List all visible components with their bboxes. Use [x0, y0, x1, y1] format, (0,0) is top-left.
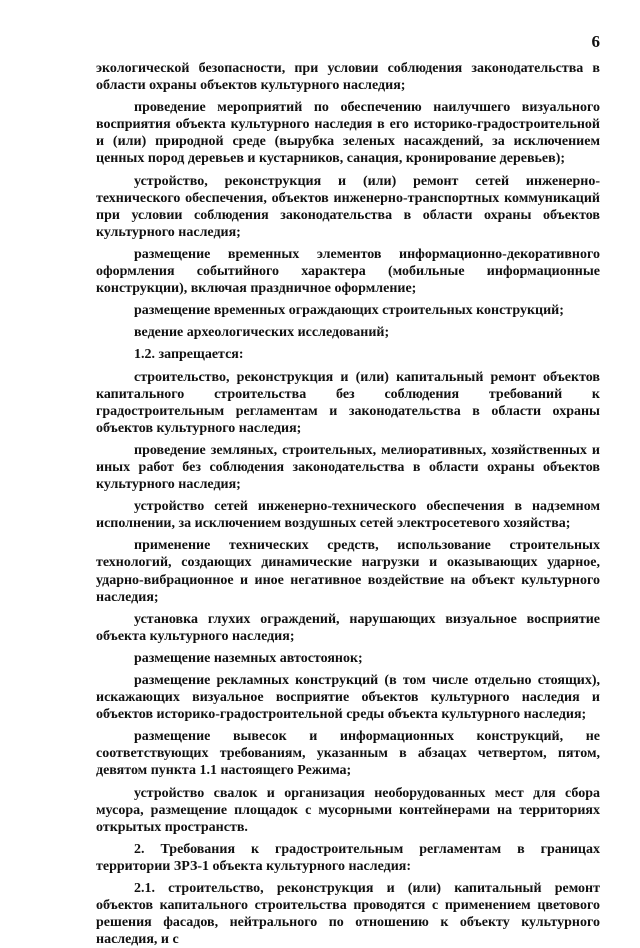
paragraph: проведение земляных, строительных, мелиоративных, хозяйственных и иных работ без соблюдения законодательства в области охраны объектов культурного наследия; — [96, 442, 600, 493]
paragraph: экологической безопасности, при условии соблюдения законодательства в области охраны объектов культурного наследия; — [96, 61, 600, 94]
paragraph: размещение рекламных конструкций (в том числе отдельно стоящих), искажающих визуальное восприятие объектов культурного наследия и объектов историко-градостроительной среды объекта культурного наследия; — [96, 673, 600, 723]
paragraph: размещение временных ограждающих строительных конструкций; — [134, 303, 564, 319]
paragraph: размещение вывесок и информационных конструкций, не соответствующих требованиям, указанным в абзацах четвертом, пятом, девятом пункта 1.1 настоящего Режима; — [96, 729, 600, 779]
paragraph: строительство, реконструкция и (или) капитальный ремонт объектов капитального строительства без соблюдения требований к градостроительным регламентам и законодательства в области охраны объектов культурного наследия; — [96, 369, 600, 436]
paragraph: 2.1. строительство, реконструкция и (или) капитальный ремонт объектов капитального строительства проводятся с применением цветового решения фасадов, нейтрального по отношению к объекту культурного наследия, и с — [96, 881, 600, 948]
page-number: 6 — [591, 32, 600, 51]
paragraph: устройство свалок и организация необорудованных мест для сбора мусора, размещение площадок с мусорными контейнерами на территориях открытых пространств. — [96, 785, 600, 835]
paragraph: проведение мероприятий по обеспечению наилучшего визуального восприятия объекта культурного наследия в его историко-градостроительной и (или) природной среде (вырубка зеленых насаждений, за исключением ценных пород деревьев и кустарников, санация, кронирование деревьев); — [96, 100, 600, 167]
paragraph: размещение временных элементов информационно-декоративного оформления событийного характера (мобильные информационные конструкции), включая праздничное оформление; — [96, 246, 600, 297]
paragraph: устройство сетей инженерно-технического обеспечения в надземном исполнении, за исключением воздушных сетей электросетевого хозяйства; — [96, 499, 600, 532]
paragraph: установка глухих ограждений, нарушающих визуальное восприятие объекта культурного наследия; — [96, 611, 600, 644]
section-heading: 1.2. запрещается: — [134, 347, 244, 363]
paragraph: устройство, реконструкция и (или) ремонт сетей инженерно-технического обеспечения, объектов инженерно-транспортных коммуникаций при условии соблюдения законодательства в области охраны объектов культурного наследия; — [96, 173, 600, 240]
paragraph: применение технических средств, использование строительных технологий, создающих динамические нагрузки и оказывающих ударное, ударно-вибрационное и иное негативное воздействие на объект культурного наследия; — [96, 538, 600, 605]
paragraph: ведение археологических исследований; — [134, 325, 390, 341]
section-heading: 2. Требования к градостроительным регламентам в границах территории ЗРЗ-1 объекта культурного наследия: — [96, 841, 600, 874]
paragraph: размещение наземных автостоянок; — [134, 650, 363, 666]
document-body — [96, 60, 600, 948]
